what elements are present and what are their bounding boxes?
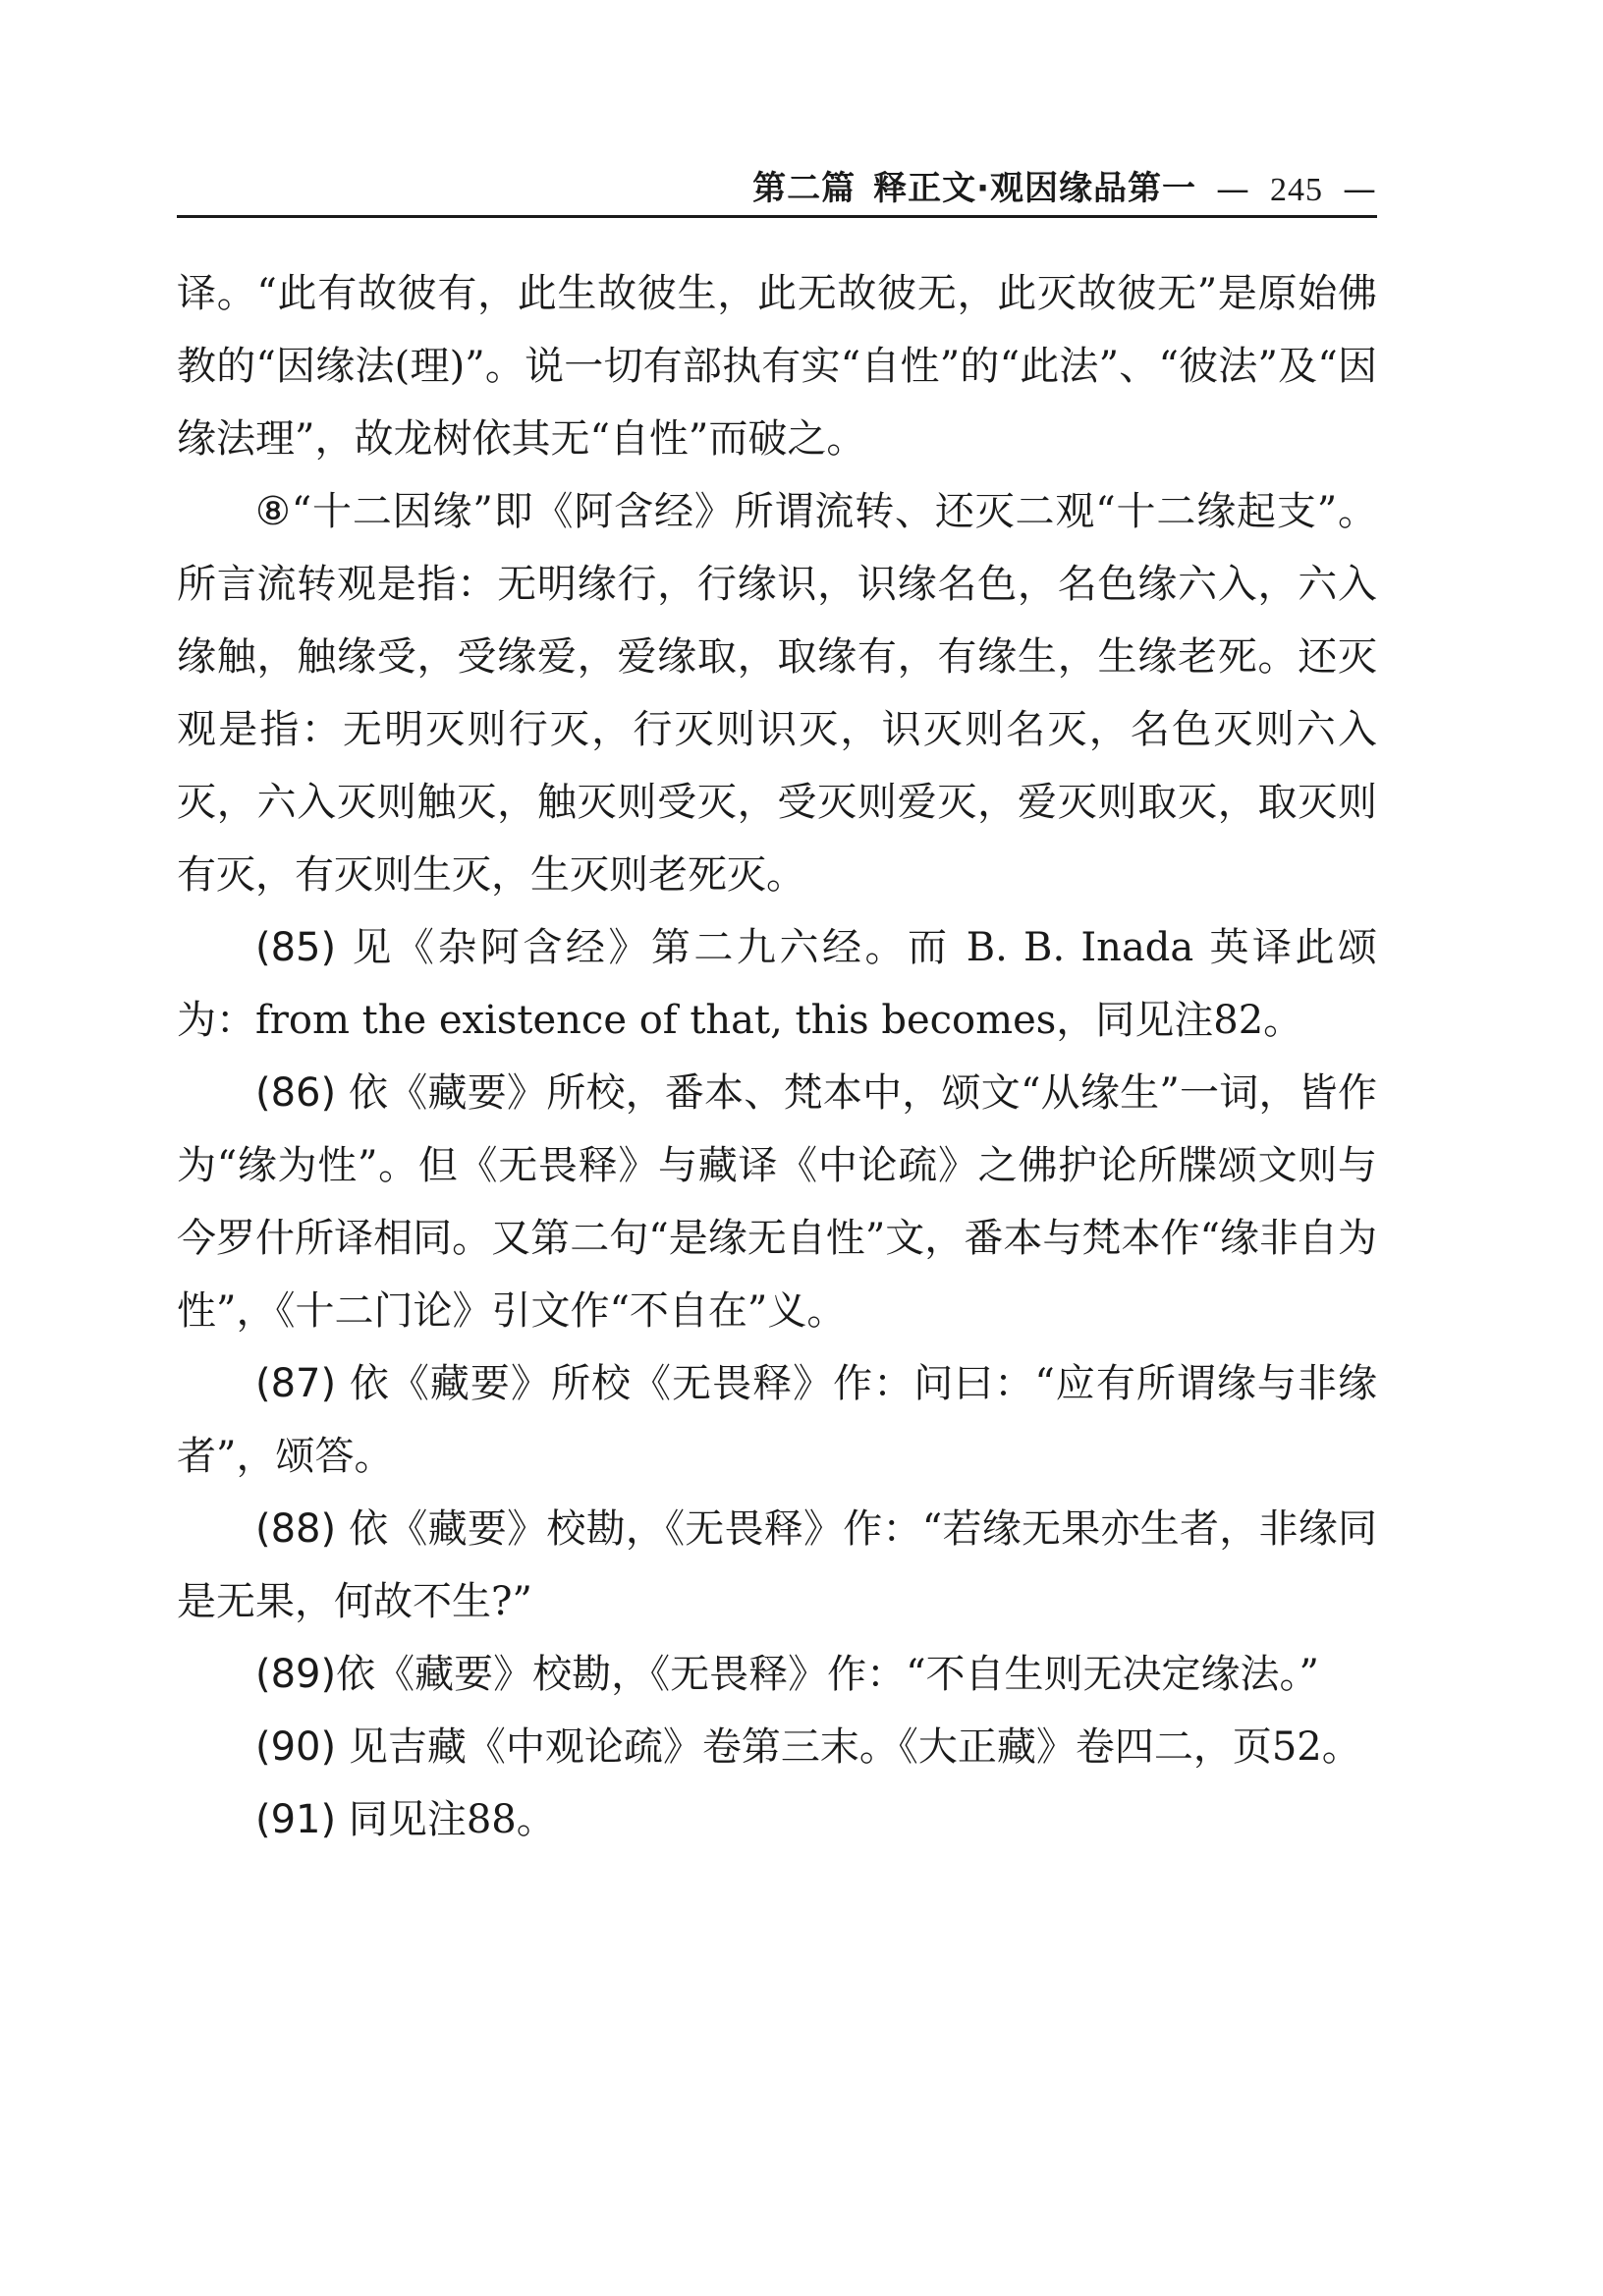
footnote-marker: (85)	[255, 925, 337, 970]
page-number: 245	[1270, 172, 1323, 208]
footnote-85	[177, 911, 1377, 1057]
paragraph-continuation	[177, 257, 1377, 475]
footnote-91	[177, 1783, 1377, 1856]
paragraph-text: 译。“此有故彼有，此生故彼生，此无故彼无，此灭故彼无”是原始佛教的“因缘法(理)”。说一切有部执有实“自性”的“此法”、“彼法”及“因缘法理”，故龙树依其无“自性”而破之。	[177, 271, 1377, 462]
footnote-marker: (88)	[255, 1506, 337, 1552]
footnote-marker: (90)	[255, 1724, 337, 1770]
footnote-marker: (86)	[255, 1070, 337, 1116]
footnote-marker: (89)	[255, 1652, 337, 1697]
footnote-text: 依《藏要》所校《无畏释》作：问曰：“应有所谓缘与非缘者”，颂答。	[177, 1361, 1377, 1479]
footnote-90	[177, 1711, 1377, 1783]
footnote-text: 依《藏要》校勘，《无畏释》作：“不自生则无决定缘法。”	[336, 1652, 1320, 1697]
footnote-text: 同见注88。	[336, 1797, 556, 1842]
footnote-text: 依《藏要》校勘，《无畏释》作：“若缘无果亦生者，非缘同是无果，何故不生?”	[177, 1506, 1377, 1624]
header-dash-right: —	[1343, 170, 1377, 209]
footnote-text: 见《杂阿含经》第二九六经。而 B. B. Inada 英译此颂为：from the existence of that, this becomes，同见注82。	[177, 925, 1377, 1043]
running-header	[177, 163, 1377, 218]
footnote-marker: ⑧	[255, 489, 292, 534]
footnote-88	[177, 1493, 1377, 1638]
header-dash-left: —	[1216, 170, 1250, 209]
footnote-text: “十二因缘”即《阿含经》所谓流转、还灭二观“十二缘起支”。所言流转观是指：无明缘行，行缘识，识缘名色，名色缘六入，六入缘触，触缘受，受缘爱，爱缘取，取缘有，有缘生，生缘老死。还灭观是指：无明灭则行灭，行灭则识灭，识灭则名灭，名色灭则六入灭，六入灭则触灭，触灭则受灭，受灭则爱灭，爱灭则取灭，取灭则有灭，有灭则生灭，生灭则老死灭。	[177, 489, 1378, 898]
footnote-84	[177, 475, 1377, 911]
body-text	[177, 257, 1377, 1856]
footnote-89	[177, 1638, 1377, 1711]
footnote-marker: (87)	[255, 1361, 337, 1406]
footnote-87	[177, 1347, 1377, 1493]
footnote-text: 依《藏要》所校，番本、梵本中，颂文“从缘生”一词，皆作为“缘为性”。但《无畏释》与藏译《中论疏》之佛护论所牒颂文则与今罗什所译相同。又第二句“是缘无自性”文，番本与梵本作“缘非自为性”，《十二门论》引文作“不自在”义。	[177, 1070, 1377, 1334]
footnote-text: 见吉藏《中观论疏》卷第三末。《大正藏》卷四二，页52。	[336, 1724, 1361, 1770]
header-part: 第二篇	[752, 169, 857, 208]
footnote-marker: (91)	[255, 1797, 337, 1842]
header-chapter: 释正文·观因缘品第一	[873, 169, 1196, 208]
footnote-86	[177, 1057, 1377, 1347]
